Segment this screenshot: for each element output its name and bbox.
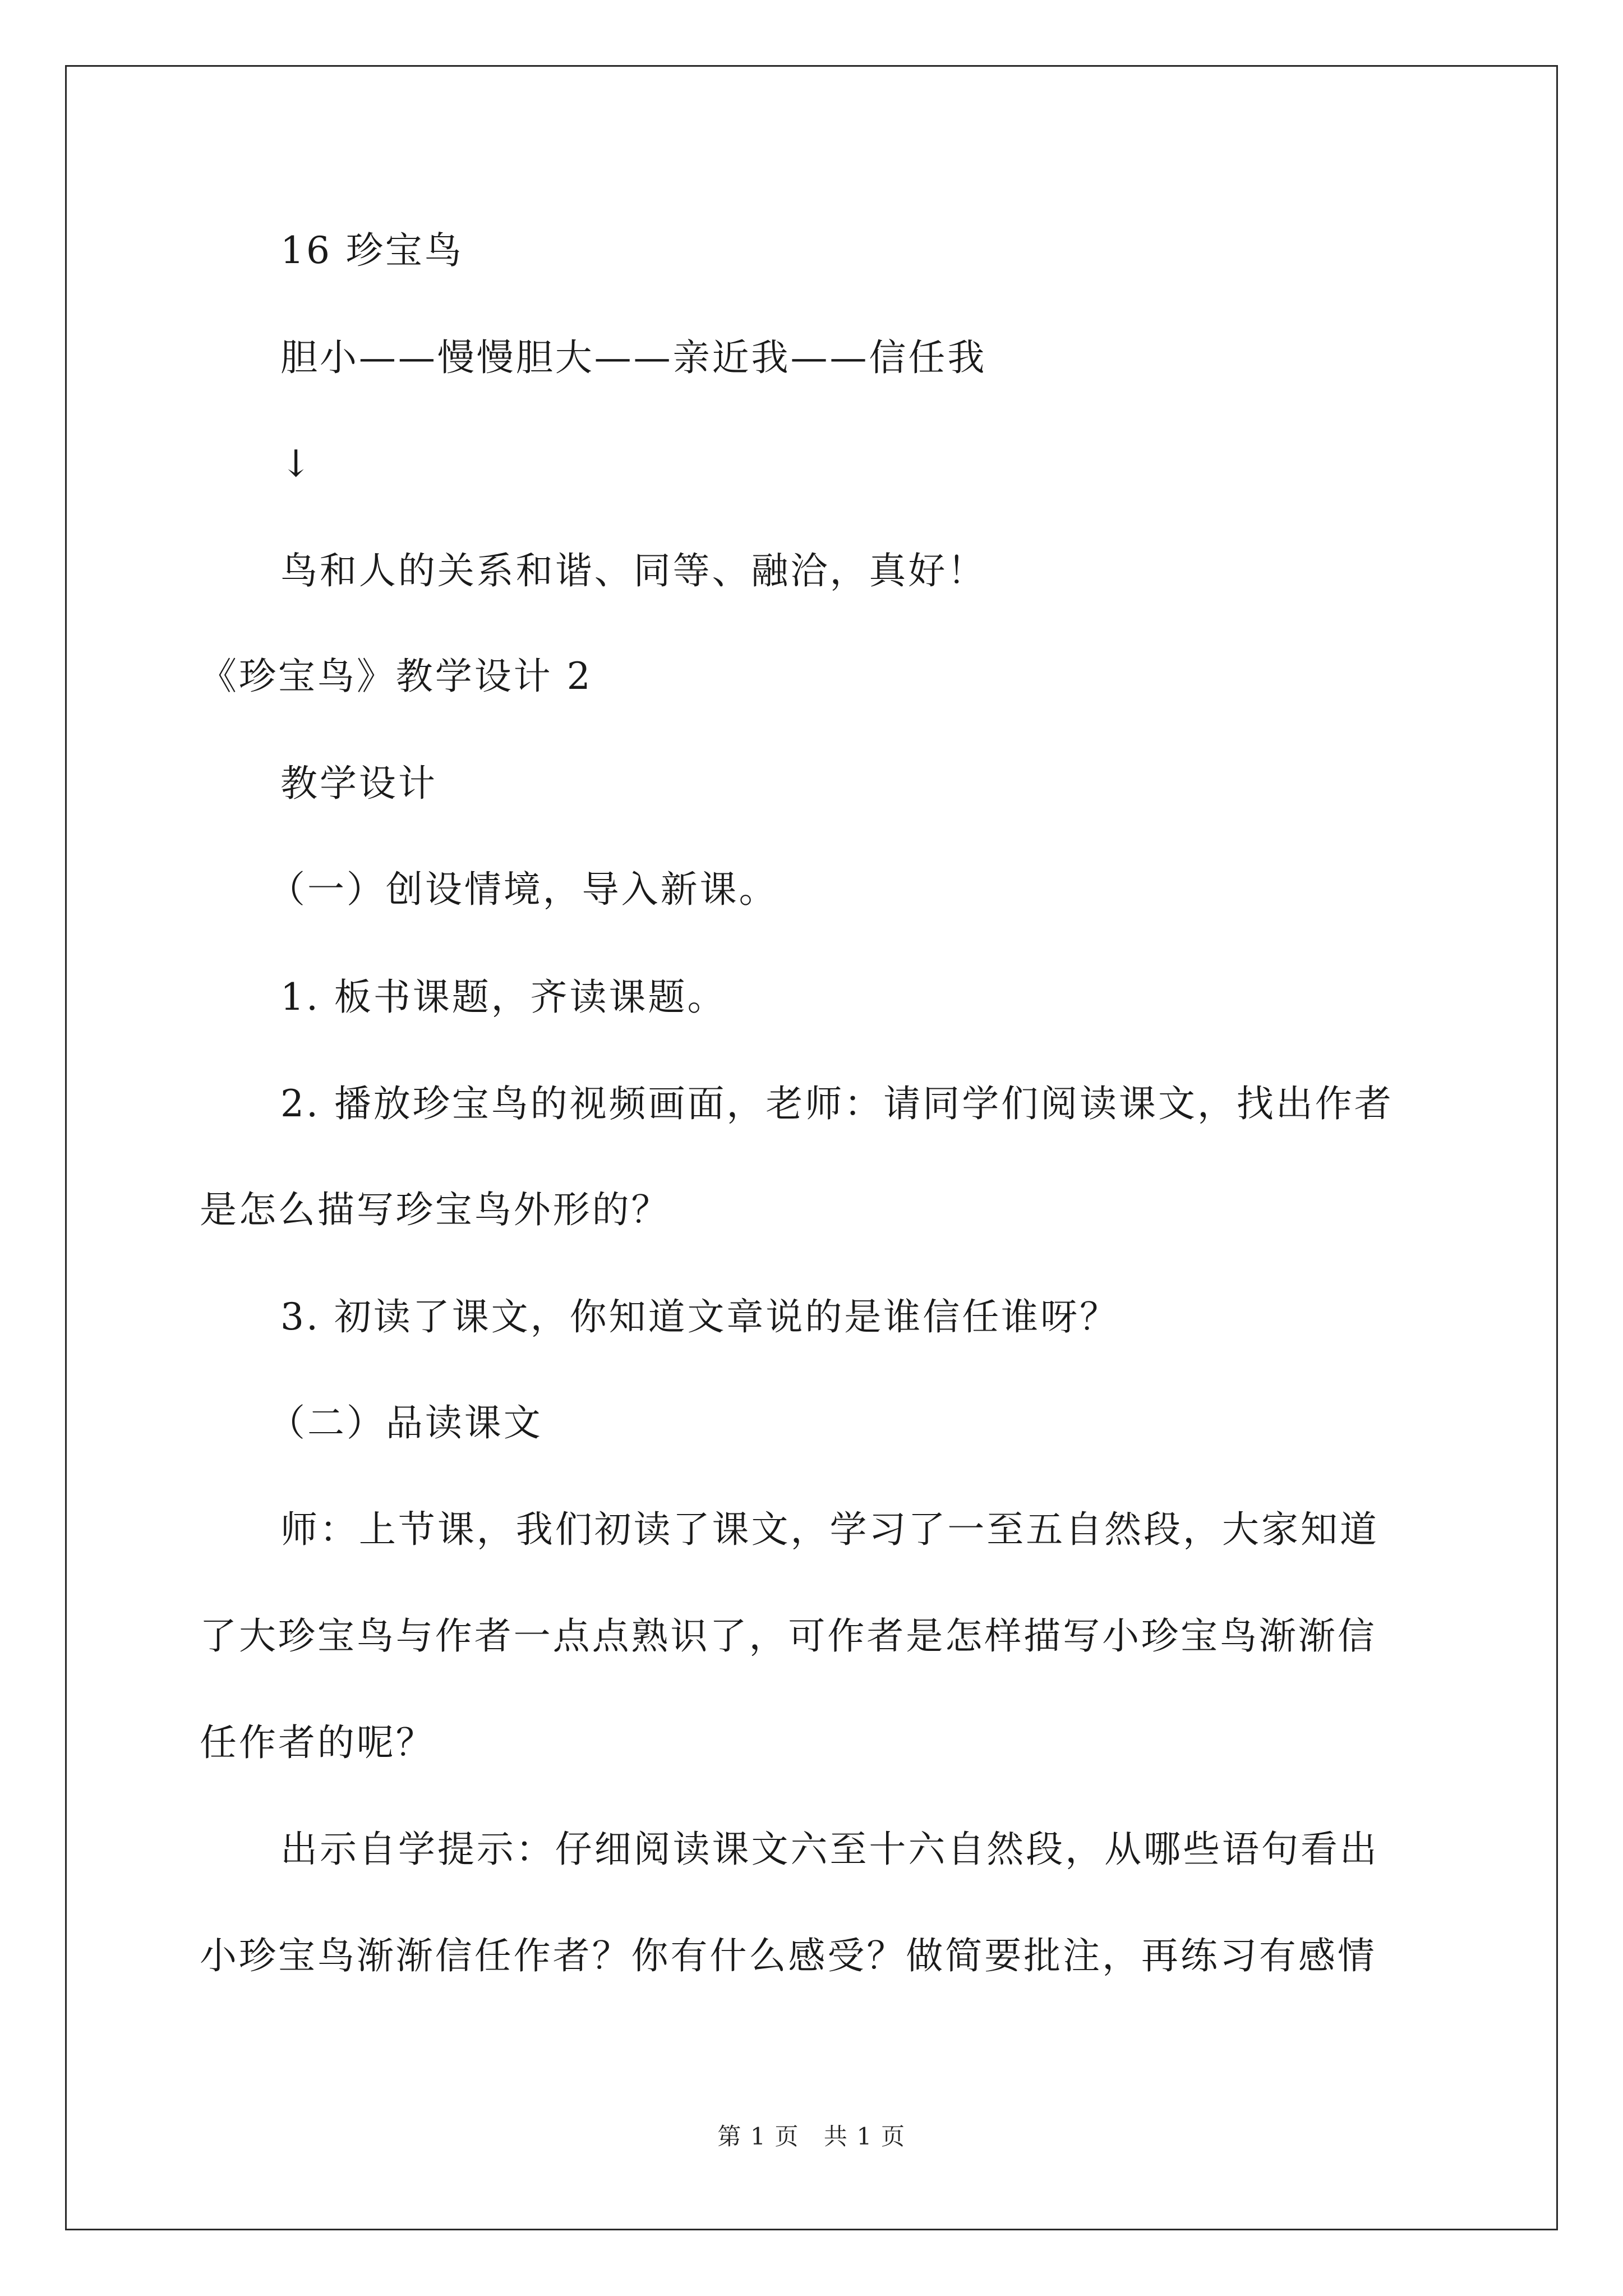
item-1: 1. 板书课题，齐读课题。 bbox=[280, 976, 727, 1019]
paragraph-prompt-line-2: 小珍宝鸟渐渐信任作者？你有什么感受？做简要批注，再练习有感情 bbox=[200, 1934, 1377, 1977]
section-heading: 《珍宝鸟》教学设计 2 bbox=[200, 655, 593, 698]
line-design: 教学设计 bbox=[280, 762, 437, 805]
line-summary: 胆小——慢慢胆大——亲近我——信任我 bbox=[280, 336, 987, 379]
item-2-continued: 是怎么描写珍宝鸟外形的？ bbox=[200, 1188, 671, 1231]
subheading-two: （二）品读课文 bbox=[268, 1401, 543, 1444]
page-border bbox=[65, 65, 1558, 2230]
item-3: 3. 初读了课文，你知道文章说的是谁信任谁呀？ bbox=[280, 1295, 1119, 1338]
paragraph-teacher-line-2: 了大珍宝鸟与作者一点点熟识了，可作者是怎样描写小珍宝鸟渐渐信 bbox=[200, 1614, 1377, 1658]
item-2: 2. 播放珍宝鸟的视频画面，老师：请同学们阅读课文，找出作者 bbox=[280, 1082, 1394, 1125]
paragraph-teacher: 师：上节课，我们初读了课文，学习了一至五自然段，大家知道 bbox=[280, 1508, 1379, 1551]
line-arrow: ↓ bbox=[280, 442, 314, 485]
page-number-footer: 第 1 页 共 1 页 bbox=[717, 2123, 906, 2150]
line-conclusion: 鸟和人的关系和谐、同等、融洽，真好！ bbox=[280, 549, 987, 592]
paragraph-prompt: 出示自学提示：仔细阅读课文六至十六自然段，从哪些语句看出 bbox=[280, 1828, 1379, 1871]
paragraph-teacher-line-3: 任作者的呢？ bbox=[200, 1721, 435, 1764]
line-title: 16 珍宝鸟 bbox=[280, 229, 464, 272]
subheading-one: （一）创设情境，导入新课。 bbox=[268, 868, 778, 911]
